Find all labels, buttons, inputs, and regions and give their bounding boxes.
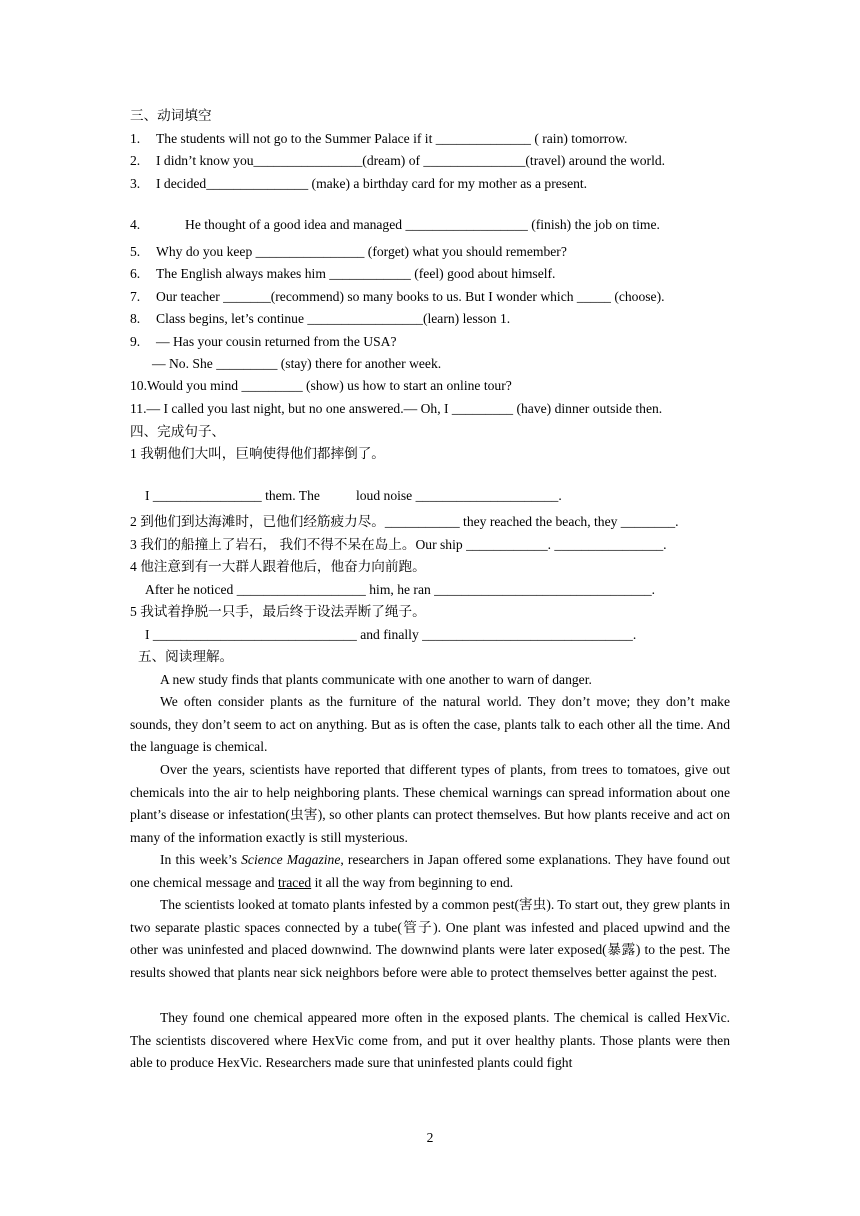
verb-item-8 bbox=[130, 310, 510, 328]
sentence-2: 2 到他们到达海滩时，已他们经筋疲力尽。___________ they reached the beach, they ________. bbox=[130, 514, 679, 529]
sentence-5-chinese: 5 我试着挣脱一只手，最后终于设法弄断了绳子。 bbox=[130, 604, 426, 619]
verb-item-6 bbox=[130, 265, 555, 283]
verb-item-2 bbox=[130, 152, 665, 170]
reading-section-heading: 五、阅读理解。 bbox=[138, 649, 234, 664]
p4-text-b: , researchers in Japan offered some explanations. They have found out one chemical message and bbox=[130, 852, 731, 890]
verb-section-heading: 三、动词填空 bbox=[130, 108, 212, 123]
item-text: The students will not go to the Summer Palace if it ______________ ( rain) tomorrow. bbox=[156, 131, 628, 146]
verb-item-11 bbox=[130, 400, 662, 418]
p4-text-a: In this week’s bbox=[160, 852, 242, 867]
sentence-1-part-b: loud noise _____________________. bbox=[355, 488, 562, 503]
reading-paragraph-4 bbox=[130, 849, 730, 894]
item-number: 2. bbox=[130, 153, 141, 168]
sentence-5-english: I ______________________________ and finally _______________________________. bbox=[145, 627, 637, 642]
item-text: He thought of a good idea and managed __________________ (finish) the job on time. bbox=[185, 217, 660, 232]
item-text: Why do you keep ________________ (forget) what you should remember? bbox=[156, 244, 567, 259]
item-text: — I called you last night, but no one answered.— Oh, I _________ (have) dinner outside then. bbox=[146, 401, 663, 416]
sentence-4-chinese: 4 他注意到有一大群人跟着他后，他奋力向前跑。 bbox=[130, 559, 426, 574]
sentence-section-heading: 四、完成句子、 bbox=[130, 424, 226, 439]
verb-item-4 bbox=[130, 216, 660, 234]
verb-item-9 bbox=[130, 333, 396, 351]
item-number: 6. bbox=[130, 266, 141, 281]
item-text: Class begins, let’s continue _________________(learn) lesson 1. bbox=[156, 311, 511, 326]
sentence-1-english bbox=[145, 487, 562, 505]
item-number: 10. bbox=[130, 378, 147, 393]
page-number: 2 bbox=[426, 1130, 434, 1145]
item-text: I decided_______________ (make) a birthday card for my mother as a present. bbox=[156, 176, 588, 191]
sentence-1-part-a: I ________________ them. The bbox=[145, 488, 320, 503]
item-text: — No. She _________ (stay) there for another week. bbox=[152, 356, 442, 371]
sentence-1-chinese: 1 我朝他们大叫，巨响使得他们都摔倒了。 bbox=[130, 446, 385, 461]
reading-paragraph-3: Over the years, scientists have reported that different types of plants, from trees to tomatoes, give out chemicals into the air to help neighboring plants. These chemical warnings can spread information about one plant’s disease or infestation(虫害), so other plants can protect themselves. But how plants receive and act on many of the information exactly is still mysterious. bbox=[130, 762, 730, 845]
item-number: 11. bbox=[130, 401, 147, 416]
item-number: 3. bbox=[130, 176, 141, 191]
reading-paragraph-6: They found one chemical appeared more often in the exposed plants. The chemical is called HexVic. The scientists discovered where HexVic come from, and put it over healthy plants. Those plants were then able to produce HexVic. Researchers made sure that uninfested plants could fight bbox=[130, 1010, 730, 1071]
p4-text-c: it all the way from beginning to end. bbox=[311, 874, 514, 890]
item-text: I didn’t know you________________(dream) of _______________(travel) around the world. bbox=[156, 153, 666, 168]
reading-paragraph-5: The scientists looked at tomato plants infested by a common pest(害虫). To start out, they grew plants in two separate plastic spaces connected by a tube(管子). One plant was infested and placed upwind and the other was uninfested and placed downwind. The downwind plants were later exposed(暴露) to the pest. The results showed that plants near sick neighbors before were able to protect themselves better against the pest. bbox=[130, 897, 730, 980]
item-number: 4. bbox=[130, 217, 141, 232]
sentence-4-english: After he noticed ___________________ him, he ran ________________________________. bbox=[145, 582, 656, 597]
underlined-word-traced: traced bbox=[277, 874, 312, 890]
item-number: 9. bbox=[130, 334, 141, 349]
verb-item-3 bbox=[130, 175, 587, 193]
item-number: 5. bbox=[130, 244, 141, 259]
item-text: Would you mind _________ (show) us how to start an online tour? bbox=[147, 378, 512, 393]
sentence-3: 3 我们的船撞上了岩石， 我们不得不呆在岛上。Our ship ____________. ________________. bbox=[130, 537, 667, 552]
item-number: 1. bbox=[130, 131, 141, 146]
item-text: — Has your cousin returned from the USA? bbox=[156, 334, 397, 349]
reading-paragraph-2: We often consider plants as the furniture of the natural world. They don’t move; they don’t make sounds, they don’t seem to act on anything. But as is often the case, plants talk to each other all the time. And the language is chemical. bbox=[130, 694, 730, 755]
item-text: Our teacher _______(recommend) so many books to us. But I wonder which _____ (choose). bbox=[156, 289, 665, 304]
verb-item-10 bbox=[130, 377, 512, 395]
item-text: The English always makes him ____________ (feel) good about himself. bbox=[156, 266, 556, 281]
item-number: 8. bbox=[130, 311, 141, 326]
verb-item-5 bbox=[130, 243, 567, 261]
magazine-title: Science Magazine bbox=[241, 852, 341, 867]
verb-item-1 bbox=[130, 130, 627, 148]
verb-item-9-answer bbox=[130, 355, 441, 373]
reading-paragraph-1: A new study finds that plants communicate with one another to warn of danger. bbox=[160, 672, 592, 687]
verb-item-7 bbox=[130, 288, 665, 306]
item-number: 7. bbox=[130, 289, 141, 304]
